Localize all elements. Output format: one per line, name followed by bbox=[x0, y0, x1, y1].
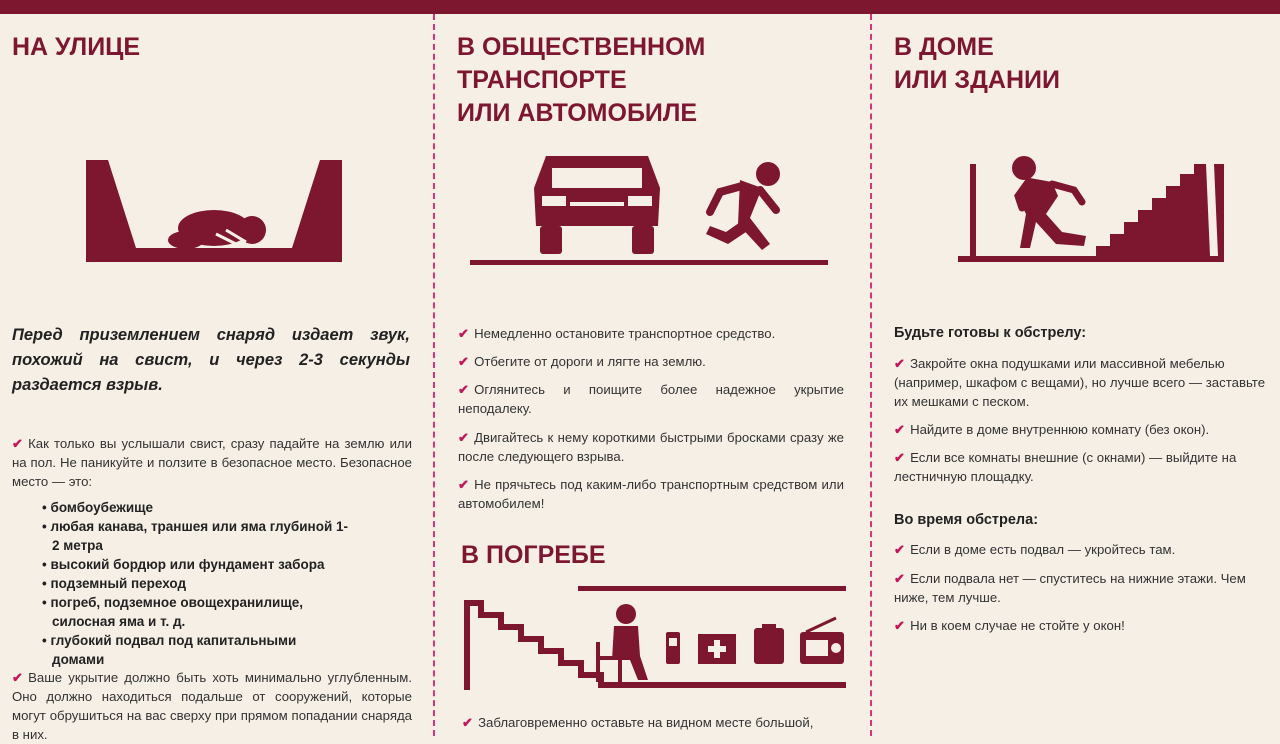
check-icon: ✔ bbox=[458, 477, 470, 492]
top-bar bbox=[0, 0, 1280, 14]
person-crouching-in-ditch-icon bbox=[86, 160, 342, 262]
street-intro: Перед приземлением снаряд издает звук, похожий на свист, и через 2-3 секунды раздается взрыв. bbox=[12, 326, 410, 394]
column-divider-left bbox=[433, 14, 435, 736]
street-paragraph-1 bbox=[12, 434, 412, 491]
list-item: • любая канава, траншея или яма глубиной 1-2 метра bbox=[42, 517, 352, 555]
transport-item bbox=[458, 352, 844, 371]
street-title: НА УЛИЦЕ bbox=[12, 33, 141, 61]
check-icon: ✔ bbox=[894, 571, 906, 586]
transport-item bbox=[458, 428, 844, 466]
ready-heading: Будьте готовы к обстрелу: bbox=[894, 325, 1087, 341]
check-icon: ✔ bbox=[458, 382, 470, 397]
car-and-running-person-icon bbox=[470, 152, 830, 266]
transport-item bbox=[458, 324, 844, 343]
street-paragraph-2 bbox=[12, 668, 412, 744]
cellar-with-supplies-icon bbox=[462, 586, 846, 690]
transport-item-text: Немедленно остановите транспортное средство. bbox=[474, 326, 776, 341]
check-icon: ✔ bbox=[12, 436, 24, 451]
transport-item-text: Двигайтесь к нему короткими быстрыми бросками сразу же после следующего взрыва. bbox=[458, 430, 844, 464]
during-item bbox=[894, 569, 1280, 607]
person-running-down-stairs-icon bbox=[958, 156, 1224, 264]
list-item: • бомбоубежище bbox=[42, 498, 352, 517]
ready-item bbox=[894, 354, 1280, 411]
column-divider-right bbox=[870, 14, 872, 736]
list-item: • глубокий подвал под капитальными домами bbox=[42, 631, 352, 669]
during-item bbox=[894, 616, 1280, 635]
check-icon: ✔ bbox=[458, 430, 470, 445]
check-icon: ✔ bbox=[12, 670, 24, 685]
during-item bbox=[894, 540, 1280, 559]
list-item: • высокий бордюр или фундамент забора bbox=[42, 555, 352, 574]
list-item: • погреб, подземное овощехранилище, силосная яма и т. д. bbox=[42, 593, 352, 631]
street-paragraph-2-text: Ваше укрытие должно быть хоть минимально углубленным. Оно должно находиться подальше от сооружений, которые могут обрушиться на вас сверху при прямом попадании снаряда в них. bbox=[12, 670, 412, 742]
during-heading: Во время обстрела: bbox=[894, 512, 1039, 528]
cellar-item bbox=[462, 713, 848, 732]
check-icon: ✔ bbox=[458, 354, 470, 369]
during-item-text: Если в доме есть подвал — укройтесь там. bbox=[910, 542, 1176, 557]
check-icon: ✔ bbox=[894, 356, 906, 371]
cellar-title: В ПОГРЕБЕ bbox=[461, 541, 606, 569]
check-icon: ✔ bbox=[894, 450, 906, 465]
during-item-text: Ни в коем случае не стойте у окон! bbox=[910, 618, 1125, 633]
ready-item bbox=[894, 420, 1280, 439]
check-icon: ✔ bbox=[894, 422, 906, 437]
transport-item bbox=[458, 475, 844, 513]
transport-item bbox=[458, 380, 844, 418]
ready-item bbox=[894, 448, 1280, 486]
house-title: В ДОМЕ ИЛИ ЗДАНИИ bbox=[894, 33, 1060, 94]
ready-item-text: Если все комнаты внешние (с окнами) — выйдите на лестничную площадку. bbox=[894, 450, 1237, 484]
street-paragraph-1-text: Как только вы услышали свист, сразу падайте на землю или на пол. Не паникуйте и ползите в безопасное место. Безопасное место — это: bbox=[12, 436, 412, 489]
ready-item-text: Найдите в доме внутреннюю комнату (без окон). bbox=[910, 422, 1210, 437]
during-item-text: Если подвала нет — спуститесь на нижние этажи. Чем ниже, тем лучше. bbox=[894, 571, 1246, 605]
check-icon: ✔ bbox=[894, 542, 906, 557]
safe-places-list bbox=[42, 498, 352, 669]
check-icon: ✔ bbox=[462, 715, 474, 730]
list-item: • подземный переход bbox=[42, 574, 352, 593]
transport-item-text: Оглянитесь и поищите более надежное укрытие неподалеку. bbox=[458, 382, 844, 416]
cellar-item-text: Заблаговременно оставьте на видном месте большой, bbox=[478, 715, 814, 730]
transport-item-text: Отбегите от дороги и лягте на землю. bbox=[474, 354, 706, 369]
check-icon: ✔ bbox=[458, 326, 470, 341]
check-icon: ✔ bbox=[894, 618, 906, 633]
transport-title: В ОБЩЕСТВЕННОМ ТРАНСПОРТЕ ИЛИ АВТОМОБИЛЕ bbox=[457, 33, 706, 127]
transport-item-text: Не прячьтесь под каким-либо транспортным средством или автомобилем! bbox=[458, 477, 844, 511]
ready-item-text: Закройте окна подушками или массивной мебелью (например, шкафом с вещами), но лучше всего — заставьте их мешками с песком. bbox=[894, 356, 1266, 409]
